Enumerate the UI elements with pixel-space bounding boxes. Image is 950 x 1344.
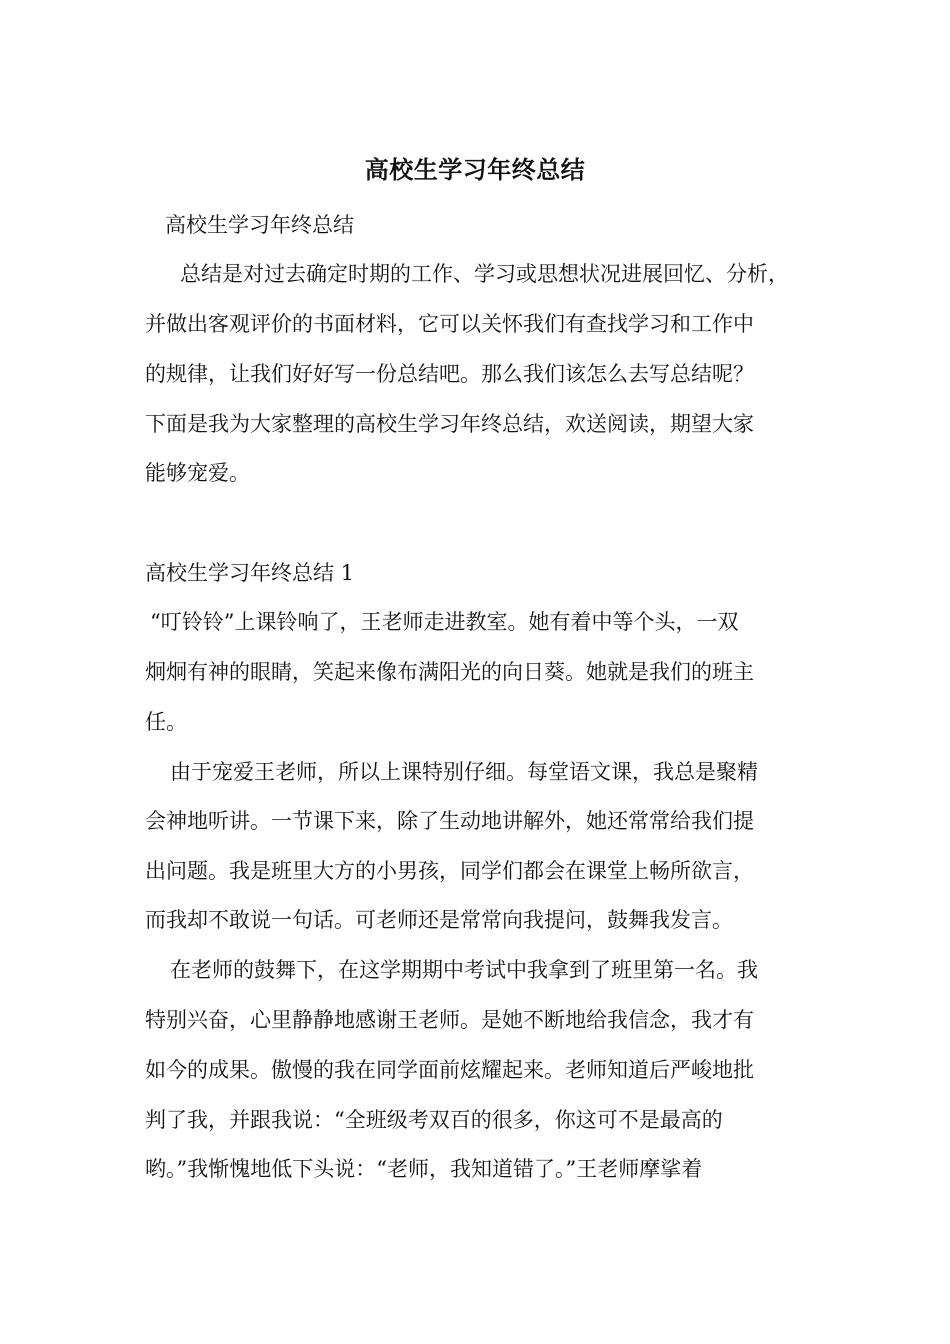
text-line: 总结是对过去确定时期的工作、学习或思想状况进展回忆、分析， [180, 262, 789, 286]
text-line: 下面是我为大家整理的高校生学习年终总结，欢送阅读，期望大家 [145, 412, 754, 436]
text-line: 的规律，让我们好好写一份总结吧。那么我们该怎么去写总结呢？ [145, 362, 754, 386]
text-line: 并做出客观评价的书面材料，它可以关怀我们有查找学习和工作中 [145, 312, 754, 336]
text-line: 如今的成果。傲慢的我在同学面前炫耀起来。老师知道后严峻地批 [145, 1058, 754, 1082]
text-line: 而我却不敢说一句话。可老师还是常常向我提问，鼓舞我发言。 [145, 908, 733, 932]
text-line: “叮铃铃”上课铃响了，王老师走进教室。她有着中等个头，一双 [150, 610, 739, 634]
section-heading: 高校生学习年终总结 1 [145, 561, 355, 585]
text-line: 出问题。我是班里大方的小男孩，同学们都会在课堂上畅所欲言， [145, 859, 754, 883]
text-line: 在老师的鼓舞下，在这学期期中考试中我拿到了班里第一名。我 [170, 958, 758, 982]
text-line: 特别兴奋，心里静静地感谢王老师。是她不断地给我信念，我才有 [145, 1008, 754, 1032]
text-line: 高校生学习年终总结 [165, 213, 354, 237]
text-line: 哟。”我惭愧地低下头说：“老师，我知道错了。”王老师摩挲着 [145, 1157, 703, 1181]
text-line: 能够宠爱。 [145, 461, 250, 485]
text-line: 会神地听讲。一节课下来，除了生动地讲解外，她还常常给我们提 [145, 809, 754, 833]
text-line: 由于宠爱王老师，所以上课特别仔细。每堂语文课，我总是聚精 [170, 760, 758, 784]
text-line: 判了我，并跟我说：“全班级考双百的很多，你这可不是最高的 [145, 1108, 723, 1132]
document-title: 高校生学习年终总结 [364, 155, 586, 184]
text-line: 炯炯有神的眼睛，笑起来像布满阳光的向日葵。她就是我们的班主 [145, 660, 754, 684]
text-line: 任。 [145, 710, 187, 734]
